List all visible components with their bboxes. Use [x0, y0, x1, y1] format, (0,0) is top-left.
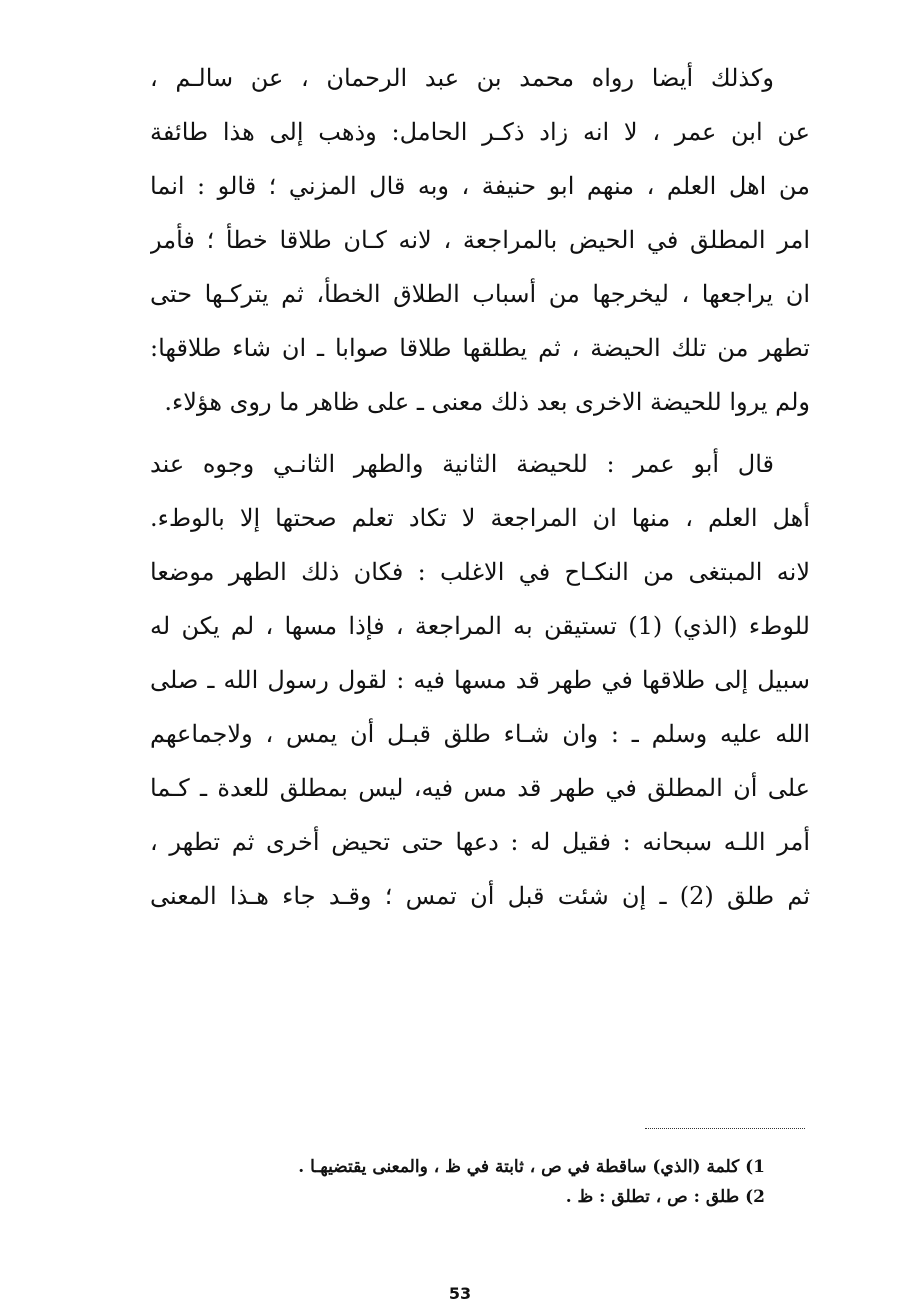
text-line: أهل العلم ، منها ان المراجعة لا تكاد تعلم صحتها إلا بالوطء.	[150, 504, 810, 532]
text-line: على أن المطلق في طهر قد مس فيه، ليس بمطلق للعدة ـ كـما	[150, 774, 810, 802]
footnote-1: 1) كلمة (الذي) ساقطة في ص ، ثابتة في ظ ، والمعنى يقتضيهـا .	[298, 1157, 765, 1177]
text-line: امر المطلق في الحيض بالمراجعة ، لانه كـان طلاقا خطأ ؛ فأمر	[150, 226, 810, 254]
text-line: عن ابن عمر ، لا انه زاد ذكـر الحامل: وذهب إلى هذا طائفة	[150, 118, 810, 146]
text-line: قال أبو عمر : للحيضة الثانية والطهر الثانـي وجوه عند	[150, 450, 774, 478]
text-line: أمر اللـه سبحانه : فقيل له : دعها حتى تحيض أخرى ثم تطهر ،	[150, 828, 810, 856]
text-line: من اهل العلم ، منهم ابو حنيفة ، وبه قال المزني ؛ قالو : انما	[150, 172, 810, 200]
text-line: تطهر من تلك الحيضة ، ثم يطلقها طلاقا صوابا ـ ان شاء طلاقها:	[150, 334, 810, 362]
text-line: ان يراجعها ، ليخرجها من أسباب الطلاق الخطأ، ثم يتركـها حتى	[150, 280, 810, 308]
page-number: 53	[448, 1284, 472, 1303]
text-line: ولم يروا للحيضة الاخرى بعد ذلك معنى ـ على ظاهر ما روى هؤلاء.	[164, 388, 810, 416]
text-line: ثم طلق (2) ـ إن شئت قبل أن تمس ؛ وقـد جاء هـذا المعنى	[150, 882, 810, 910]
footnote-2: 2) طلق : ص ، تطلق : ظ .	[565, 1187, 765, 1207]
text-line: وكذلك أيضا رواه محمد بن عبد الرحمان ، عن سالـم ،	[150, 64, 774, 92]
text-line: للوطء (الذي) (1) تستيقن به المراجعة ، فإذا مسها ، لم يكن له	[150, 612, 810, 640]
text-line: سبيل إلى طلاقها في طهر قد مسها فيه : لقول رسول الله ـ صلى	[150, 666, 810, 694]
text-line: الله عليه وسلم ـ : وان شـاء طلق قبـل أن يمس ، ولاجماعهم	[150, 720, 810, 748]
footnote-separator	[645, 1128, 805, 1129]
text-line: لانه المبتغى من النكـاح في الاغلب : فكان ذلك الطهر موضعا	[150, 558, 810, 586]
